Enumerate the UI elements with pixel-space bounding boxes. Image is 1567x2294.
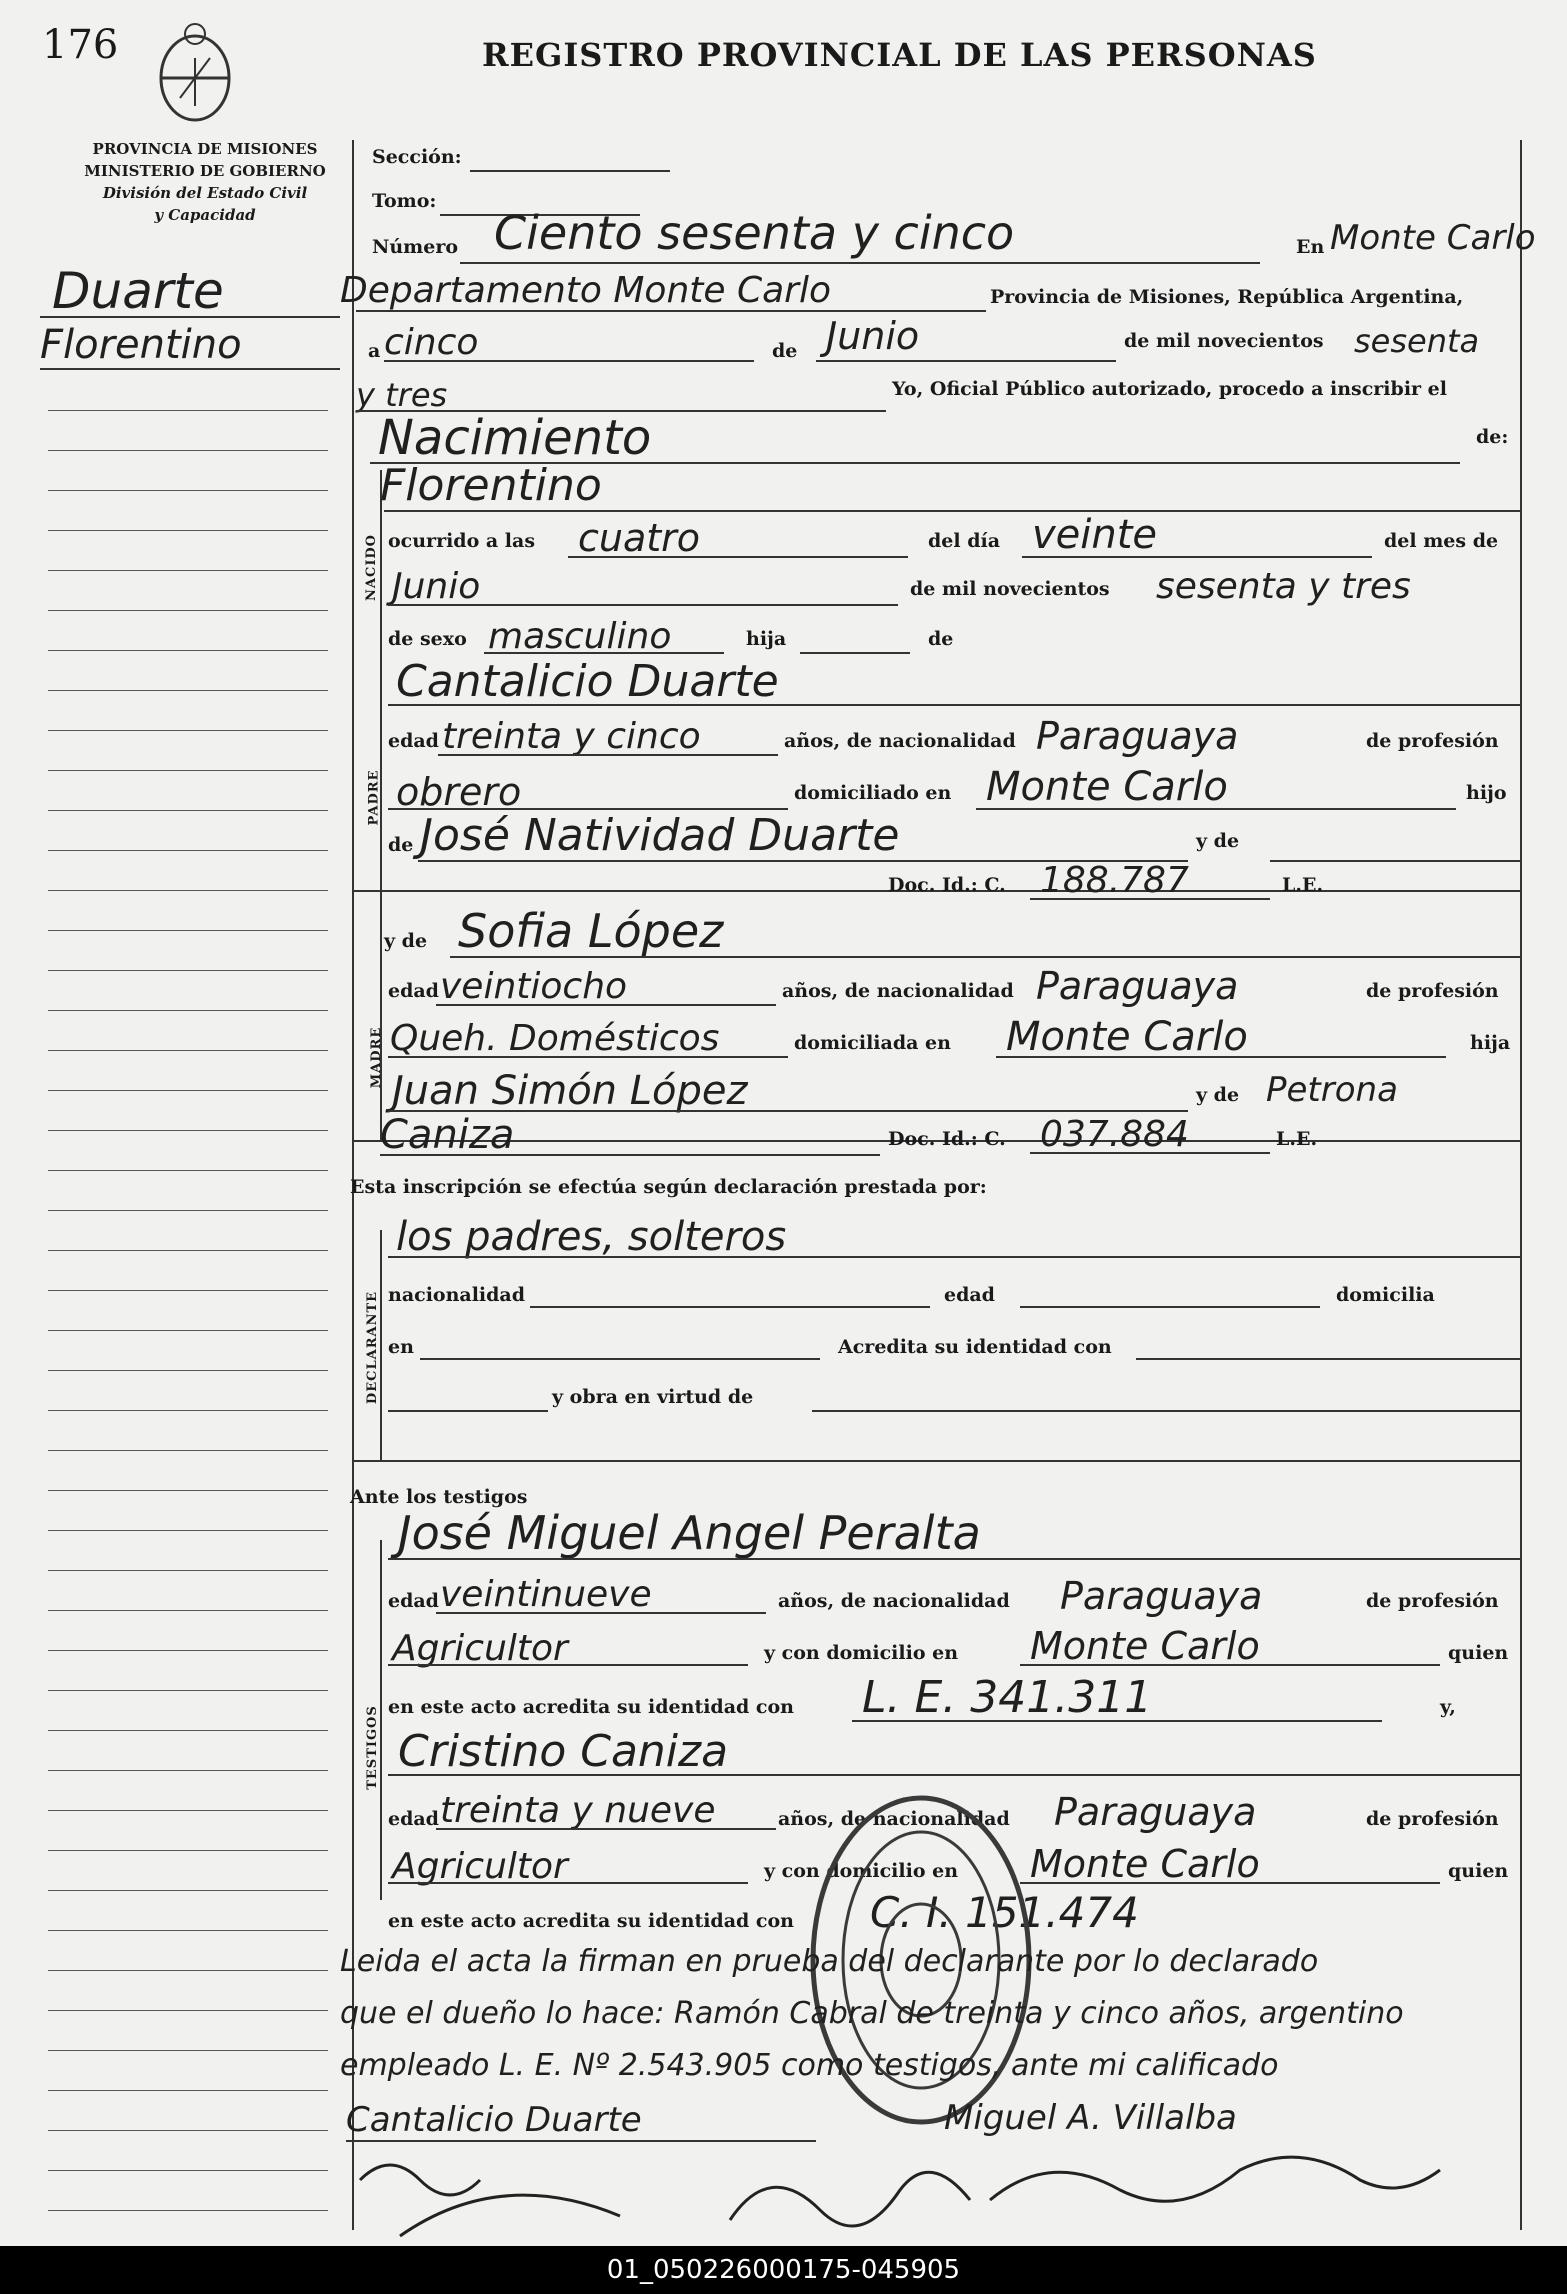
field-testigo1-dom: Monte Carlo xyxy=(1030,1624,1260,1668)
office-line-3: División del Estado Civil xyxy=(102,184,308,202)
field-padre-prof: obrero xyxy=(396,770,522,814)
field-madre-padre: Juan Simón López xyxy=(392,1068,748,1114)
field-mes-nac: Junio xyxy=(392,566,481,607)
field-testigo2-dom: Monte Carlo xyxy=(1030,1842,1260,1886)
side-label-madre: MADRE xyxy=(369,1026,385,1089)
label-y-de-3: y de xyxy=(1196,1084,1240,1106)
field-mes: Junio xyxy=(826,314,920,358)
label-hija: hija xyxy=(746,628,787,650)
label-edad-declarante: edad xyxy=(944,1284,995,1306)
label-y-de-2: y de xyxy=(384,930,428,952)
field-padre-nac: Paraguaya xyxy=(1036,714,1239,758)
field-declarante: los padres, solteros xyxy=(396,1214,787,1260)
signature-1: Cantalicio Duarte xyxy=(346,2100,642,2140)
label-nacionalidad: nacionalidad xyxy=(388,1284,526,1306)
field-madre-madre-a: Petrona xyxy=(1266,1070,1398,1110)
field-testigo2-prof: Agricultor xyxy=(392,1846,568,1887)
form-right-border xyxy=(1520,140,1522,2230)
label-le: L.E. xyxy=(1282,874,1324,896)
field-padre-padre: José Natividad Duarte xyxy=(420,810,900,861)
coat-of-arms-icon xyxy=(150,18,240,132)
label-anos-nac-madre: años, de nacionalidad xyxy=(782,980,1014,1002)
page-title: REGISTRO PROVINCIAL DE LAS PERSONAS xyxy=(482,36,1317,74)
field-padre-dom: Monte Carlo xyxy=(986,764,1228,810)
office-line-2: MINISTERIO DE GOBIERNO xyxy=(84,162,326,180)
note-line-2: que el dueño lo hace: Ramón Cabral de treinta y cinco años, argentino xyxy=(340,1996,1404,2031)
office-line-4: y Capacidad xyxy=(154,206,256,224)
side-label-declarante: DECLARANTE xyxy=(365,1290,381,1405)
field-padre-edad: treinta y cinco xyxy=(442,716,701,757)
label-de-profesion-t1: de profesión xyxy=(1366,1590,1499,1612)
label-edad-t2: edad xyxy=(388,1808,439,1830)
field-tipo: Nacimiento xyxy=(378,410,652,466)
label-en-2: en xyxy=(388,1336,414,1358)
field-anio-a: sesenta xyxy=(1354,322,1480,360)
label-provincia: Provincia de Misiones, República Argentina, xyxy=(990,286,1464,308)
field-testigo2-doc: C. I. 151.474 xyxy=(870,1888,1139,1937)
label-anos-nac-t1: años, de nacionalidad xyxy=(778,1590,1010,1612)
label-de: de xyxy=(772,340,798,362)
side-label-nacido: NACIDO xyxy=(364,534,379,601)
field-testigo1-edad: veintinueve xyxy=(440,1574,652,1615)
field-testigo1-nac: Paraguaya xyxy=(1060,1574,1263,1618)
field-sexo: masculino xyxy=(488,616,672,657)
label-quien-2: quien xyxy=(1448,1860,1509,1882)
label-acredita: Acredita su identidad con xyxy=(838,1336,1112,1358)
side-label-padre: PADRE xyxy=(366,769,382,826)
label-ocurrido: ocurrido a las xyxy=(388,530,536,552)
label-de-mil-2: de mil novecientos xyxy=(910,578,1110,600)
field-nombre: Florentino xyxy=(380,460,602,511)
label-edad-madre: edad xyxy=(388,980,439,1002)
label-domicilia: domicilia xyxy=(1336,1284,1435,1306)
label-hijo: hijo xyxy=(1466,782,1507,804)
label-con-domicilio: y con domicilio en xyxy=(764,1642,959,1664)
signature-scribbles xyxy=(350,2140,1510,2244)
label-numero: Número xyxy=(372,236,459,258)
label-de-profesion-madre: de profesión xyxy=(1366,980,1499,1002)
label-en: En xyxy=(1296,236,1325,258)
label-obra: y obra en virtud de xyxy=(552,1386,754,1408)
label-acto-acredita: en este acto acredita su identidad con xyxy=(388,1696,794,1718)
label-yo-oficial: Yo, Oficial Público autorizado, procedo a inscribir el xyxy=(892,378,1447,400)
field-numero: Ciento sesenta y cinco xyxy=(494,206,1015,260)
margin-surname: Duarte xyxy=(52,262,224,320)
label-del-mes: del mes de xyxy=(1384,530,1499,552)
label-tomo: Tomo: xyxy=(372,190,437,212)
label-seccion: Sección: xyxy=(372,146,462,168)
field-madre-nac: Paraguaya xyxy=(1036,964,1239,1008)
field-madre-nombre: Sofia López xyxy=(458,904,724,958)
label-de-3: de xyxy=(388,834,414,856)
signature-2: Miguel A. Villalba xyxy=(944,2098,1237,2138)
label-hija-2: hija xyxy=(1470,1032,1511,1054)
label-edad-t1: edad xyxy=(388,1590,439,1612)
label-de-profesion: de profesión xyxy=(1366,730,1499,752)
label-a: a xyxy=(368,340,381,362)
label-doc-id: Doc. Id.: C. xyxy=(888,874,1006,896)
label-del-dia: del día xyxy=(928,530,1001,552)
field-testigo1-doc: L. E. 341.311 xyxy=(862,1672,1153,1723)
field-padre-nombre: Cantalicio Duarte xyxy=(396,656,779,707)
field-madre-dom: Monte Carlo xyxy=(1006,1014,1248,1060)
label-de-sexo: de sexo xyxy=(388,628,467,650)
field-hora: cuatro xyxy=(578,516,701,560)
label-domiciliada: domiciliada en xyxy=(794,1032,951,1054)
note-line-1: Leida el acta la firman en prueba del declarante por lo declarado xyxy=(340,1944,1319,1979)
field-testigo1-prof: Agricultor xyxy=(392,1628,568,1669)
label-de-colon: de: xyxy=(1476,426,1509,448)
label-ante: Ante los testigos xyxy=(350,1486,528,1508)
document-code: 01_050226000175-045905 xyxy=(0,2246,1567,2294)
label-anos-nac: años, de nacionalidad xyxy=(784,730,1016,752)
field-madre-prof: Queh. Domésticos xyxy=(390,1018,720,1059)
label-quien: quien xyxy=(1448,1642,1509,1664)
field-testigo2-nombre: Cristino Caniza xyxy=(398,1726,729,1777)
label-de-2: de xyxy=(928,628,954,650)
label-con-domicilio-2: y con domicilio en xyxy=(764,1860,959,1882)
label-domiciliado: domiciliado en xyxy=(794,782,952,804)
label-acto-acredita-2: en este acto acredita su identidad con xyxy=(388,1910,794,1932)
field-anio-b: y tres xyxy=(356,376,448,414)
field-lugar: Monte Carlo xyxy=(1330,218,1536,258)
page-number: 176 xyxy=(42,22,119,68)
field-dia: cinco xyxy=(384,322,479,363)
field-testigo2-edad: treinta y nueve xyxy=(440,1790,716,1831)
field-madre-madre-b: Caniza xyxy=(380,1112,515,1158)
label-anos-nac-t2: años, de nacionalidad xyxy=(778,1808,1010,1830)
label-de-profesion-t2: de profesión xyxy=(1366,1808,1499,1830)
field-testigo1-nombre: José Miguel Angel Peralta xyxy=(398,1506,981,1560)
field-madre-edad: veintiocho xyxy=(440,966,628,1007)
field-madre-doc: 037.884 xyxy=(1040,1114,1189,1155)
label-inscripcion: Esta inscripción se efectúa según declaración prestada por: xyxy=(350,1176,987,1198)
field-anio-nac: sesenta y tres xyxy=(1156,566,1411,607)
margin-given-name: Florentino xyxy=(40,322,242,368)
field-padre-doc: 188.787 xyxy=(1040,860,1189,901)
label-doc-id-2: Doc. Id.: C. xyxy=(888,1128,1006,1150)
note-line-3: empleado L. E. Nº 2.543.905 como testigos, ante mi calificado xyxy=(340,2048,1279,2083)
field-departamento: Departamento Monte Carlo xyxy=(340,270,832,311)
field-testigo2-nac: Paraguaya xyxy=(1054,1790,1257,1834)
field-dia-nac: veinte xyxy=(1032,512,1158,558)
label-le-2: L.E. xyxy=(1276,1128,1318,1150)
side-label-testigos: TESTIGOS xyxy=(364,1705,380,1790)
label-y-de: y de xyxy=(1196,830,1240,852)
label-y-coma: y, xyxy=(1440,1696,1456,1718)
label-de-mil: de mil novecientos xyxy=(1124,330,1324,352)
label-edad: edad xyxy=(388,730,439,752)
office-line-1: PROVINCIA DE MISIONES xyxy=(92,140,318,158)
